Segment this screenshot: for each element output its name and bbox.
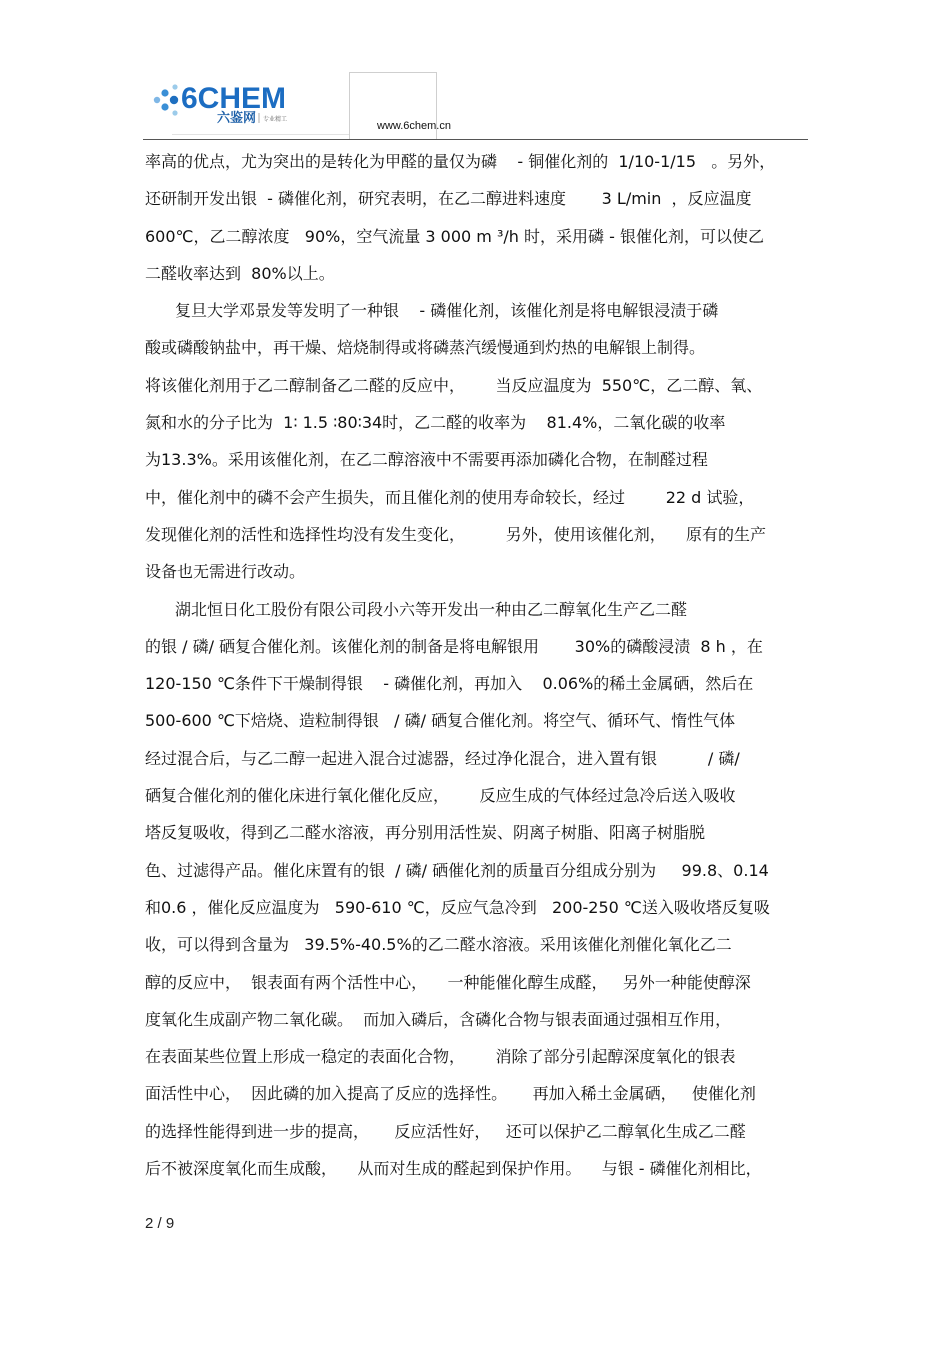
document-body	[145, 150, 809, 1194]
text-line: 还研制开发出银 - 磷催化剂，研究表明，在乙二醇进料速度 3 L/min ，反应温度	[145, 189, 752, 209]
text-line: 设备也无需进行改动。	[145, 562, 306, 582]
paragraph-start-line: 复旦大学邓景发等发明了一种银 - 磷催化剂，该催化剂是将电解银浸渍于磷	[175, 301, 719, 321]
svg-text:6CHEM: 6CHEM	[181, 82, 287, 115]
text-line: 面活性中心， 因此磷的加入提高了反应的选择性。 再加入稀土金属硒， 使催化剂	[145, 1084, 756, 1104]
text-line: 后不被深度氧化而生成酸， 从而对生成的醛起到保护作用。 与银 - 磷催化剂相比，	[145, 1159, 762, 1179]
text-line: 酸或磷酸钠盐中，再干燥、焙烧制得或将磷蒸汽缓慢通到灼热的电解银上制得。	[145, 338, 706, 358]
text-line: 硒复合催化剂的催化床进行氧化催化反应， 反应生成的气体经过急冷后送入吸收	[145, 786, 736, 806]
site-logo[interactable]	[145, 66, 348, 134]
text-line: 在表面某些位置上形成一稳定的表面化合物， 消除了部分引起醇深度氧化的银表	[145, 1047, 736, 1067]
site-url[interactable]: www.6chem.cn	[377, 120, 451, 132]
paragraph-start-line: 湖北恒日化工股份有限公司段小六等开发出一种由乙二醇氧化生产乙二醛	[175, 599, 688, 619]
text-line: 经过混合后，与乙二醇一起进入混合过滤器，经过净化混合，进入置有银 / 磷/	[145, 748, 740, 768]
text-line: 氮和水的分子比为 1∶ 1.5 ∶80∶34时，乙二醛的收率为 81.4%，二氧化碳的收率	[145, 413, 726, 433]
page-number: 2 / 9	[145, 1215, 175, 1232]
svg-text:专业精工: 专业精工	[263, 116, 288, 123]
text-line: 收，可以得到含量为 39.5%-40.5%的乙二醛水溶液。采用该催化剂催化氧化乙二	[145, 935, 732, 955]
text-line: 二醛收率达到 80%以上。	[145, 263, 335, 283]
text-line: 将该催化剂用于乙二醇制备乙二醛的反应中， 当反应温度为 550℃，乙二醇、氧、	[145, 375, 763, 395]
logo-graphic	[151, 80, 351, 124]
page-header	[145, 66, 810, 142]
text-line: 为13.3%。采用该催化剂，在乙二醇溶液中不需要再添加磷化合物，在制醛过程	[145, 450, 708, 470]
header-divider	[143, 139, 808, 140]
text-line: 的选择性能得到进一步的提高， 反应活性好， 还可以保护乙二醇氧化生成乙二醛	[145, 1121, 746, 1141]
text-line: 中，催化剂中的磷不会产生损失，而且催化剂的使用寿命较长，经过 22 d 试验，	[145, 487, 755, 507]
text-line: 发现催化剂的活性和选择性均没有发生变化， 另外，使用该催化剂， 原有的生产	[145, 524, 767, 544]
logo-underline	[172, 134, 350, 135]
text-line: 和0.6 ，催化反应温度为 590-610 ℃，反应气急冷到 200-250 ℃送入吸收塔反复吸	[145, 897, 770, 917]
svg-text:六鉴网: 六鉴网	[217, 111, 257, 124]
text-line: 600℃，乙二醇浓度 90%，空气流量 3 000 m ³/h 时，采用磷 - 银催化剂，可以使乙	[145, 226, 764, 246]
text-line: 120-150 ℃条件下干燥制得银 - 磷催化剂，再加入 0.06%的稀土金属硒，然后在	[145, 674, 754, 694]
text-line: 率高的优点，尤为突出的是转化为甲醛的量仅为磷 - 铜催化剂的 1/10-1/15 。另外，	[145, 152, 776, 171]
text-line: 醇的反应中， 银表面有两个活性中心， 一种能催化醇生成醛， 另外一种能使醇深	[145, 972, 751, 992]
text-line: 度氧化生成副产物二氧化碳。 而加入磷后，含磷化合物与银表面通过强相互作用，	[145, 1009, 732, 1029]
text-line: 色、过滤得产品。催化床置有的银 / 磷/ 硒催化剂的质量百分组成分别为 99.8、0.14	[145, 860, 769, 880]
text-line: 的银 / 磷/ 硒复合催化剂。该催化剂的制备是将电解银用 30%的磷酸浸渍 8 h ，在	[145, 636, 763, 656]
text-line: 500-600 ℃下焙烧、造粒制得银 / 磷/ 硒复合催化剂。将空气、循环气、惰性气体	[145, 711, 736, 731]
text-line: 塔反复吸收，得到乙二醛水溶液，再分别用活性炭、阴离子树脂、阳离子树脂脱	[145, 823, 706, 843]
